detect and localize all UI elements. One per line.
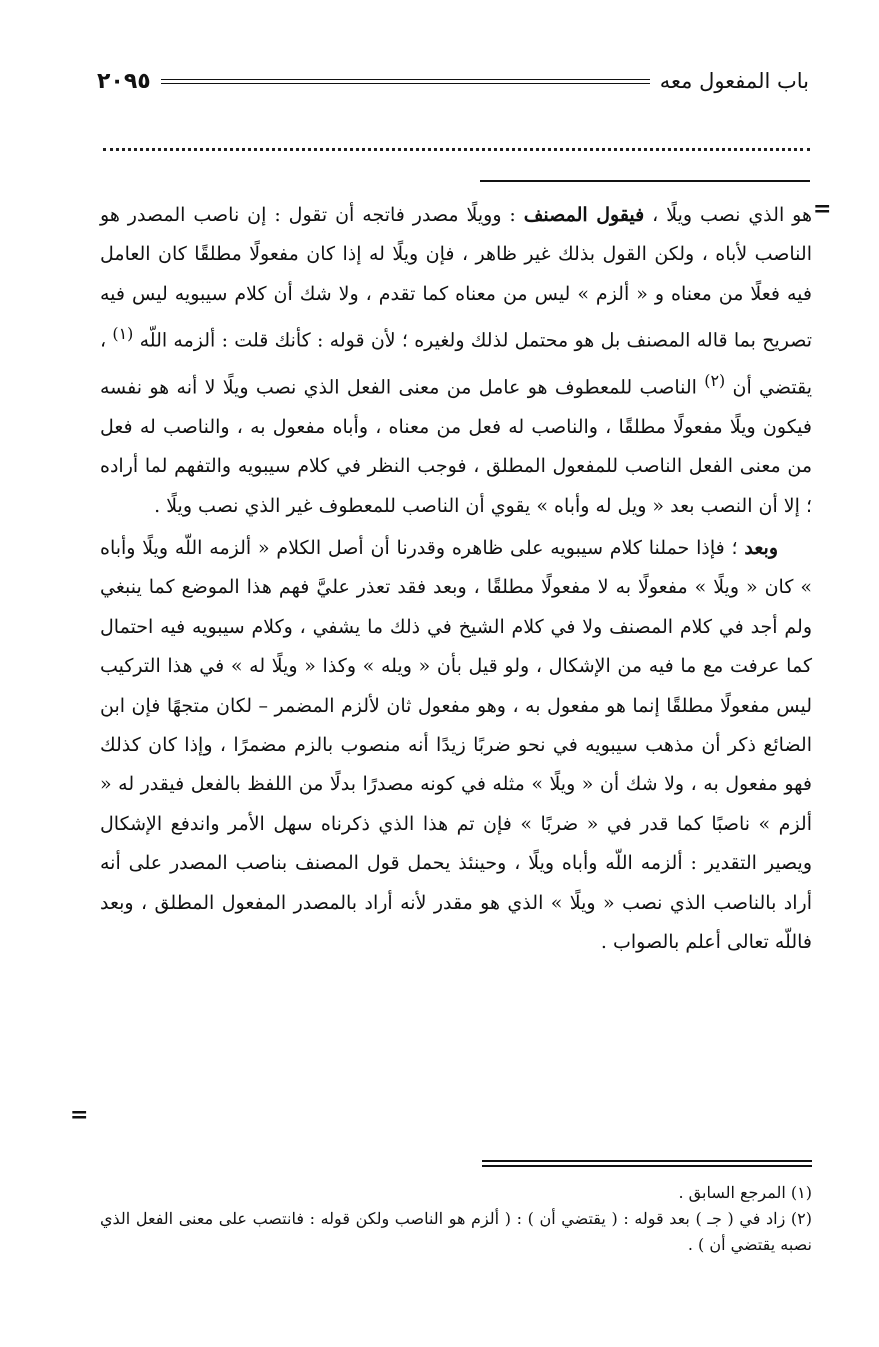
paragraph-2 (100, 529, 812, 962)
chapter-title: باب المفعول معه (659, 69, 809, 93)
page-number: ٢٠٩٥ (97, 68, 151, 94)
text-run: هو الذي نصب ويلًا ، (644, 204, 812, 226)
footnote-2: (٢) زاد في ( جـ ) بعد قوله : ( يقتضي أن ) : ( ألزم هو الناصب ولكن قوله : فانتصب على معنى الفعل الذي نصبه يقتضي أن ) . (100, 1209, 812, 1254)
footnote-ref-1[interactable]: (١) (112, 324, 134, 344)
footnote-rule-second (482, 1165, 812, 1167)
footnote-ref-2[interactable]: (٢) (704, 370, 726, 390)
bold-phrase: فيقول المصنف (523, 204, 645, 226)
header-rule (161, 79, 650, 84)
main-text (100, 196, 812, 962)
text-run: ، يقتضي أن (100, 329, 812, 399)
bold-phrase: وبعد (744, 536, 778, 559)
continuation-mark-top: = (813, 196, 832, 222)
dotted-separator (103, 148, 810, 151)
continuation-mark-bottom: = (70, 1102, 89, 1128)
paragraph-1 (100, 196, 812, 526)
footnote-rule (482, 1160, 812, 1162)
running-header (97, 66, 809, 96)
footnotes (100, 1180, 812, 1258)
text-top-rule (480, 180, 810, 182)
text-run: ؛ فإذا حملنا كلام سيبويه على ظاهره وقدرنا أن أصل الكلام « ألزمه اللّه ويلًا وأباه » كان « ويلًا » مفعولًا به لا مفعولًا مطلقًا ، وبعد فقد تعذر عليَّ فهم هذا الموضع كما ينبغي ولم أجد في كلام المصنف ولا في كلام الشيخ في ذلك ما يشفي ، وكلام سيبويه فيه احتمال كما عرفت مع ما فيه من الإشكال ، ولو قيل بأن « ويله » وكذا « ويلًا له » في هذا التركيب ليس مفعولًا مطلقًا إنما هو مفعول به ، وهو مفعول ثان لألزم المضمر – لكان متجهًا فإن ابن الضائع ذكر أن مذهب سيبويه في نحو ضربًا زيدًا أنه منصوب بالزم مضمرًا ، وإذا كان كذلك فهو مفعول به ، ولا شك أن « ويلًا » مثله في كونه مصدرًا بدلًا من اللفظ بالفعل فيقدر له « ألزم » ناصبًا كما قدر في « ضربًا » فإن تم هذا الذي ذكرناه سهل الأمر واندفع الإشكال ويصير التقدير : ألزمه اللّه وأباه ويلًا ، وحينئذ يحمل قول المصنف بناصب المصدر على أنه أراد بالناصب الذي نصب « ويلًا » الذي هو مقدر لأنه أراد بالمصدر المفعول المطلق ، وبعد فاللّه تعالى أعلم بالصواب . (100, 536, 812, 953)
text-run: الناصب للمعطوف هو عامل من معنى الفعل الذي نصب ويلًا لا أنه هو نفسه فيكون ويلًا مفعولًا مطلقًا ، والناصب له فعل من معناه ، وأباه مفعول به ، والناصب له فعل من معنى الفعل الناصب للمفعول المطلق ، فوجب النظر في كلام سيبويه والتفهم لما أراده ؛ إلا أن النصب بعد « ويل له وأباه » يقوي أن الناصب للمعطوف غير الذي نصب ويلًا . (100, 376, 812, 517)
footnote-1: (١) المرجع السابق . (678, 1183, 812, 1202)
text-run: : وويلًا مصدر فاتجه أن تقول : إن ناصب المصدر هو الناصب لأباه ، ولكن القول بذلك غير ظاهر ، فإن ويلًا له إذا كان مفعولًا مطلقًا كان العامل فيه فعلًا من معناه و « ألزم » ليس من معناه كما تقدم ، ولا شك أن كلام سيبويه ليس فيه تصريح بما قاله المصنف بل هو محتمل لذلك ولغيره ؛ لأن قوله : كأنك قلت : ألزمه اللّه (100, 204, 812, 352)
